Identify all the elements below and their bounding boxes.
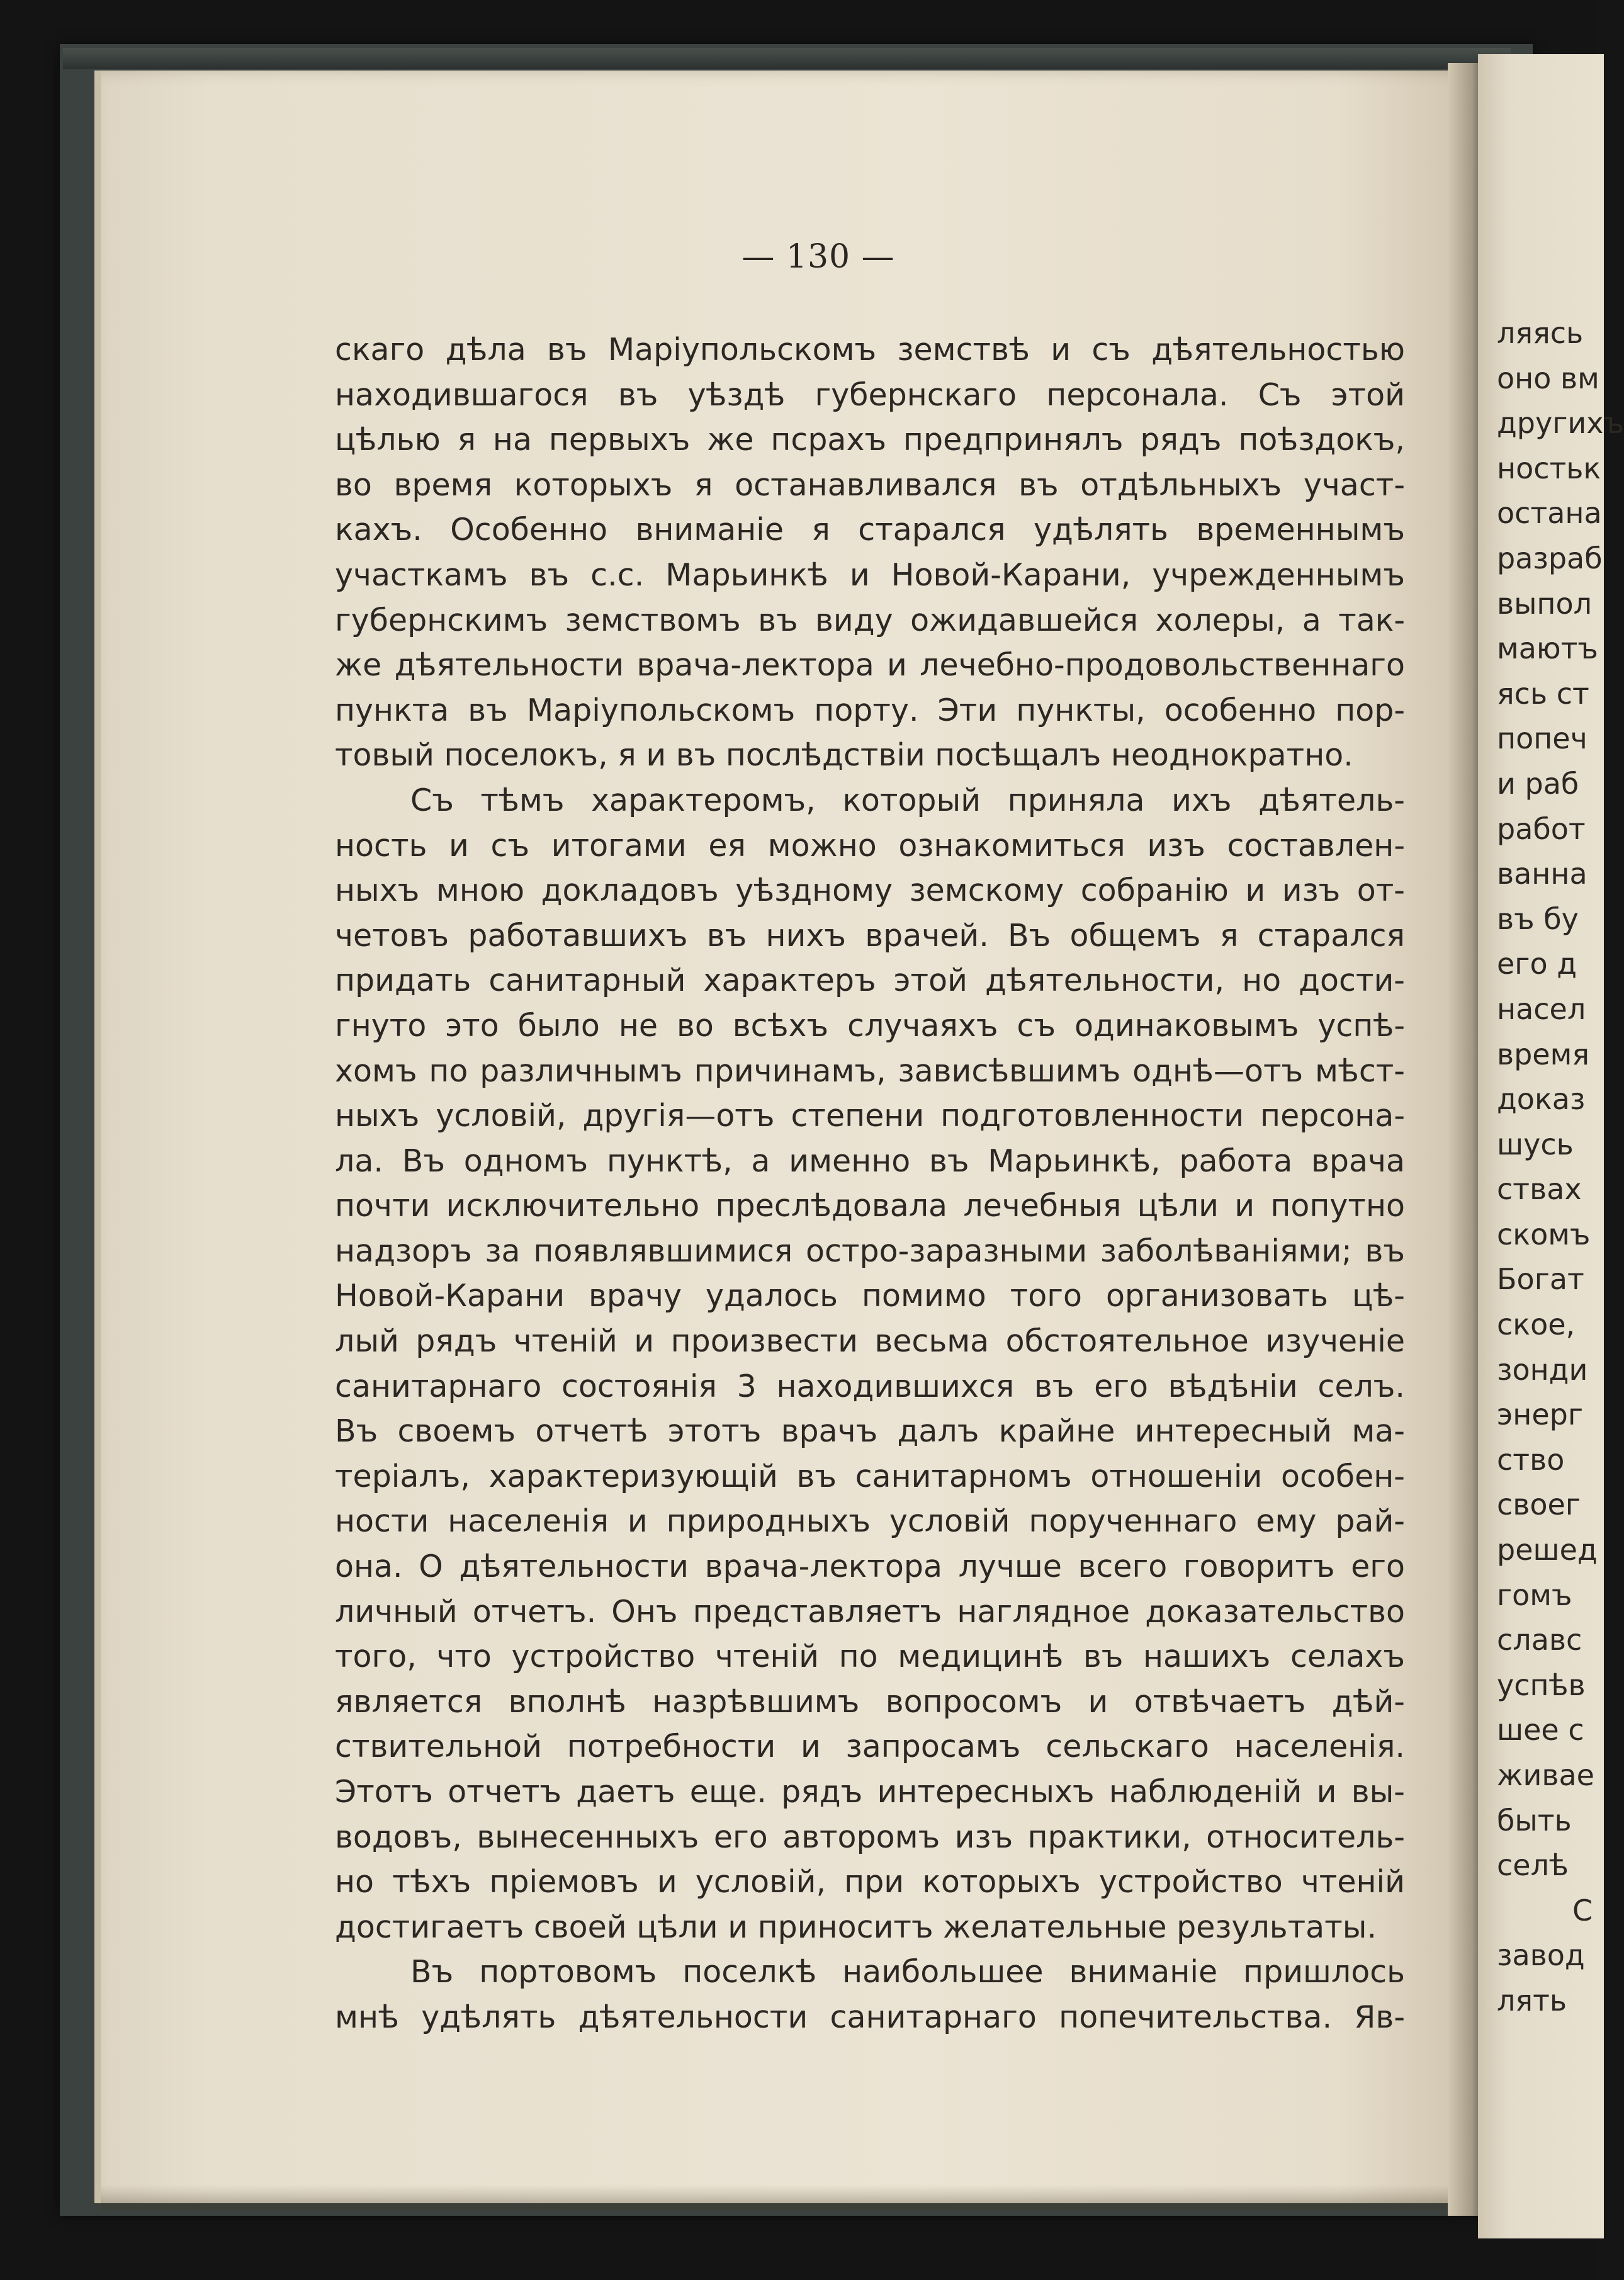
text-line: является вполнѣ назрѣвшимъ вопросомъ и отвѣчаетъ дѣй- [335,1683,1405,1720]
right-text-fragment: энерг [1497,1397,1583,1432]
text-line: ствительной потребности и запросамъ сельскаго населенія. [335,1729,1405,1765]
text-line: Въ своемъ отчетѣ этотъ врачъ далъ крайне интересный ма- [335,1413,1405,1450]
text-line: но тѣхъ пріемовъ и условій, при которыхъ устройство чтеній [335,1864,1405,1900]
right-text-fragment: селѣ [1497,1848,1569,1883]
text-line: ности населенія и природныхъ условій порученнаго ему рай- [335,1503,1405,1540]
right-text-fragment: лять [1497,1983,1567,2018]
text-line: санитарнаго состоянія 3 находившихся въ его вѣдѣніи селъ. [335,1368,1405,1404]
text-line: участкамъ въ с.с. Марьинкѣ и Новой-Карани, учрежденнымъ [335,556,1405,593]
text-line: находившагося въ уѣздѣ губернскаго персонала. Съ этой [335,376,1405,413]
right-text-fragment: попеч [1497,721,1587,756]
right-page-text [1497,311,1624,2024]
right-text-fragment: ясь ст [1497,676,1589,711]
right-text-fragment: въ бу [1497,901,1579,936]
right-text-fragment: шее с [1497,1713,1584,1747]
right-text-fragment: быть [1497,1803,1572,1837]
right-text-fragment: насел [1497,991,1586,1026]
right-text-fragment: доказ [1497,1082,1586,1117]
right-text-fragment: славс [1497,1623,1582,1657]
text-line: она. О дѣятельности врача-лектора лучше всего говоритъ его [335,1549,1405,1585]
right-text-fragment: оно вм [1497,361,1599,395]
text-line: ность и съ итогами ея можно ознакомиться изъ составлен- [335,827,1405,864]
right-text-fragment: ванна [1497,857,1587,891]
text-line: же дѣятельности врача-лектора и лечебно-продовольственнаго [335,647,1405,684]
text-line: ныхъ условій, другія—отъ степени подготовленности персона- [335,1098,1405,1134]
text-line: того, что устройство чтеній по медицинѣ въ нашихъ селахъ [335,1639,1405,1675]
text-line: губернскимъ земствомъ въ виду ожидавшейся холеры, а так- [335,602,1405,638]
text-line: теріалъ, характеризующій въ санитарномъ отношеніи особен- [335,1458,1405,1494]
text-line: достигаетъ своей цѣли и приноситъ желательные результаты. [335,1909,1377,1945]
right-text-fragment: зонди [1497,1352,1588,1387]
text-line: лый рядъ чтеній и произвести весьма обстоятельное изученіе [335,1323,1405,1360]
right-text-fragment: Богат [1497,1262,1584,1297]
right-text-fragment: ляясь [1497,316,1584,350]
text-line: во время которыхъ я останавливался въ отдѣльныхъ участ- [335,466,1405,503]
text-line: хомъ по различнымъ причинамъ, зависѣвшимъ однѣ—отъ мѣст- [335,1053,1405,1089]
right-text-fragment: другихъ [1497,406,1624,441]
text-line: гнуто это было не во всѣхъ случаяхъ съ одинаковымъ успѣ- [335,1007,1405,1044]
right-text-fragment: шусь [1497,1127,1574,1161]
text-line: водовъ, вынесенныхъ его авторомъ изъ практики, относитель- [335,1819,1405,1855]
text-line: Съ тѣмъ характеромъ, который приняла ихъ дѣятель- [410,782,1405,818]
right-text-fragment: время [1497,1037,1589,1071]
right-text-fragment: С [1572,1893,1593,1927]
text-line: скаго дѣла въ Маріупольскомъ земствѣ и съ дѣятельностью [335,332,1405,368]
text-line: почти исключительно преслѣдовала лечебныя цѣли и попутно [335,1188,1405,1224]
right-text-fragment: ствах [1497,1172,1582,1207]
right-text-fragment: ское, [1497,1307,1576,1342]
text-line: Въ портовомъ поселкѣ наибольшее вниманіе пришлось [410,1954,1405,1990]
text-line: кахъ. Особенно вниманіе я старался удѣлять временнымъ [335,512,1405,548]
right-text-fragment: своег [1497,1487,1581,1522]
right-text-fragment: живае [1497,1758,1594,1792]
text-line: Этотъ отчетъ даетъ еще. рядъ интересныхъ наблюденій и вы- [335,1774,1405,1810]
right-text-fragment: решед [1497,1533,1598,1567]
main-text-block [335,327,1405,2040]
text-line: ныхъ мною докладовъ уѣздному земскому собранію и изъ от- [335,872,1405,909]
text-line: Новой-Карани врачу удалось помимо того организовать цѣ- [335,1278,1405,1314]
right-text-fragment: скомъ [1497,1217,1591,1251]
right-text-fragment: ностьк [1497,451,1601,485]
text-line: пункта въ Маріупольскомъ порту. Эти пункты, особенно пор- [335,692,1405,728]
right-text-fragment: ство [1497,1442,1565,1477]
cover-edge [63,48,1511,69]
right-text-fragment: гомъ [1497,1577,1572,1612]
right-text-fragment: успѣв [1497,1668,1586,1702]
right-text-fragment: работ [1497,811,1586,846]
right-text-fragment: его д [1497,947,1577,981]
text-line: надзоръ за появлявшимися остро-заразными заболѣваніями; въ [335,1233,1405,1269]
right-text-fragment: разраб [1497,541,1603,575]
text-line: цѣлью я на первыхъ же псрахъ предпринялъ рядъ поѣздокъ, [335,422,1405,458]
text-line: товый поселокъ, я и въ послѣдствіи посѣщалъ неоднократно. [335,737,1353,774]
right-text-fragment: остана [1497,496,1602,531]
right-text-fragment: завод [1497,1938,1585,1973]
page-number: — 130 — [742,238,895,276]
text-line: четовъ работавшихъ въ нихъ врачей. Въ общемъ я старался [335,917,1405,954]
right-text-fragment: и раб [1497,766,1579,801]
text-line: личный отчетъ. Онъ представляетъ наглядное доказательство [335,1593,1405,1630]
right-text-fragment: выпол [1497,586,1593,621]
text-line: придать санитарный характеръ этой дѣятельности, но дости- [335,962,1405,999]
right-text-fragment: маютъ [1497,631,1598,666]
page-shadow [101,2184,1475,2209]
text-line: ла. Въ одномъ пунктѣ, а именно въ Марьинкѣ, работа врача [335,1143,1405,1179]
text-line: мнѣ удѣлять дѣятельности санитарнаго попечительства. Яв- [335,1999,1405,2035]
